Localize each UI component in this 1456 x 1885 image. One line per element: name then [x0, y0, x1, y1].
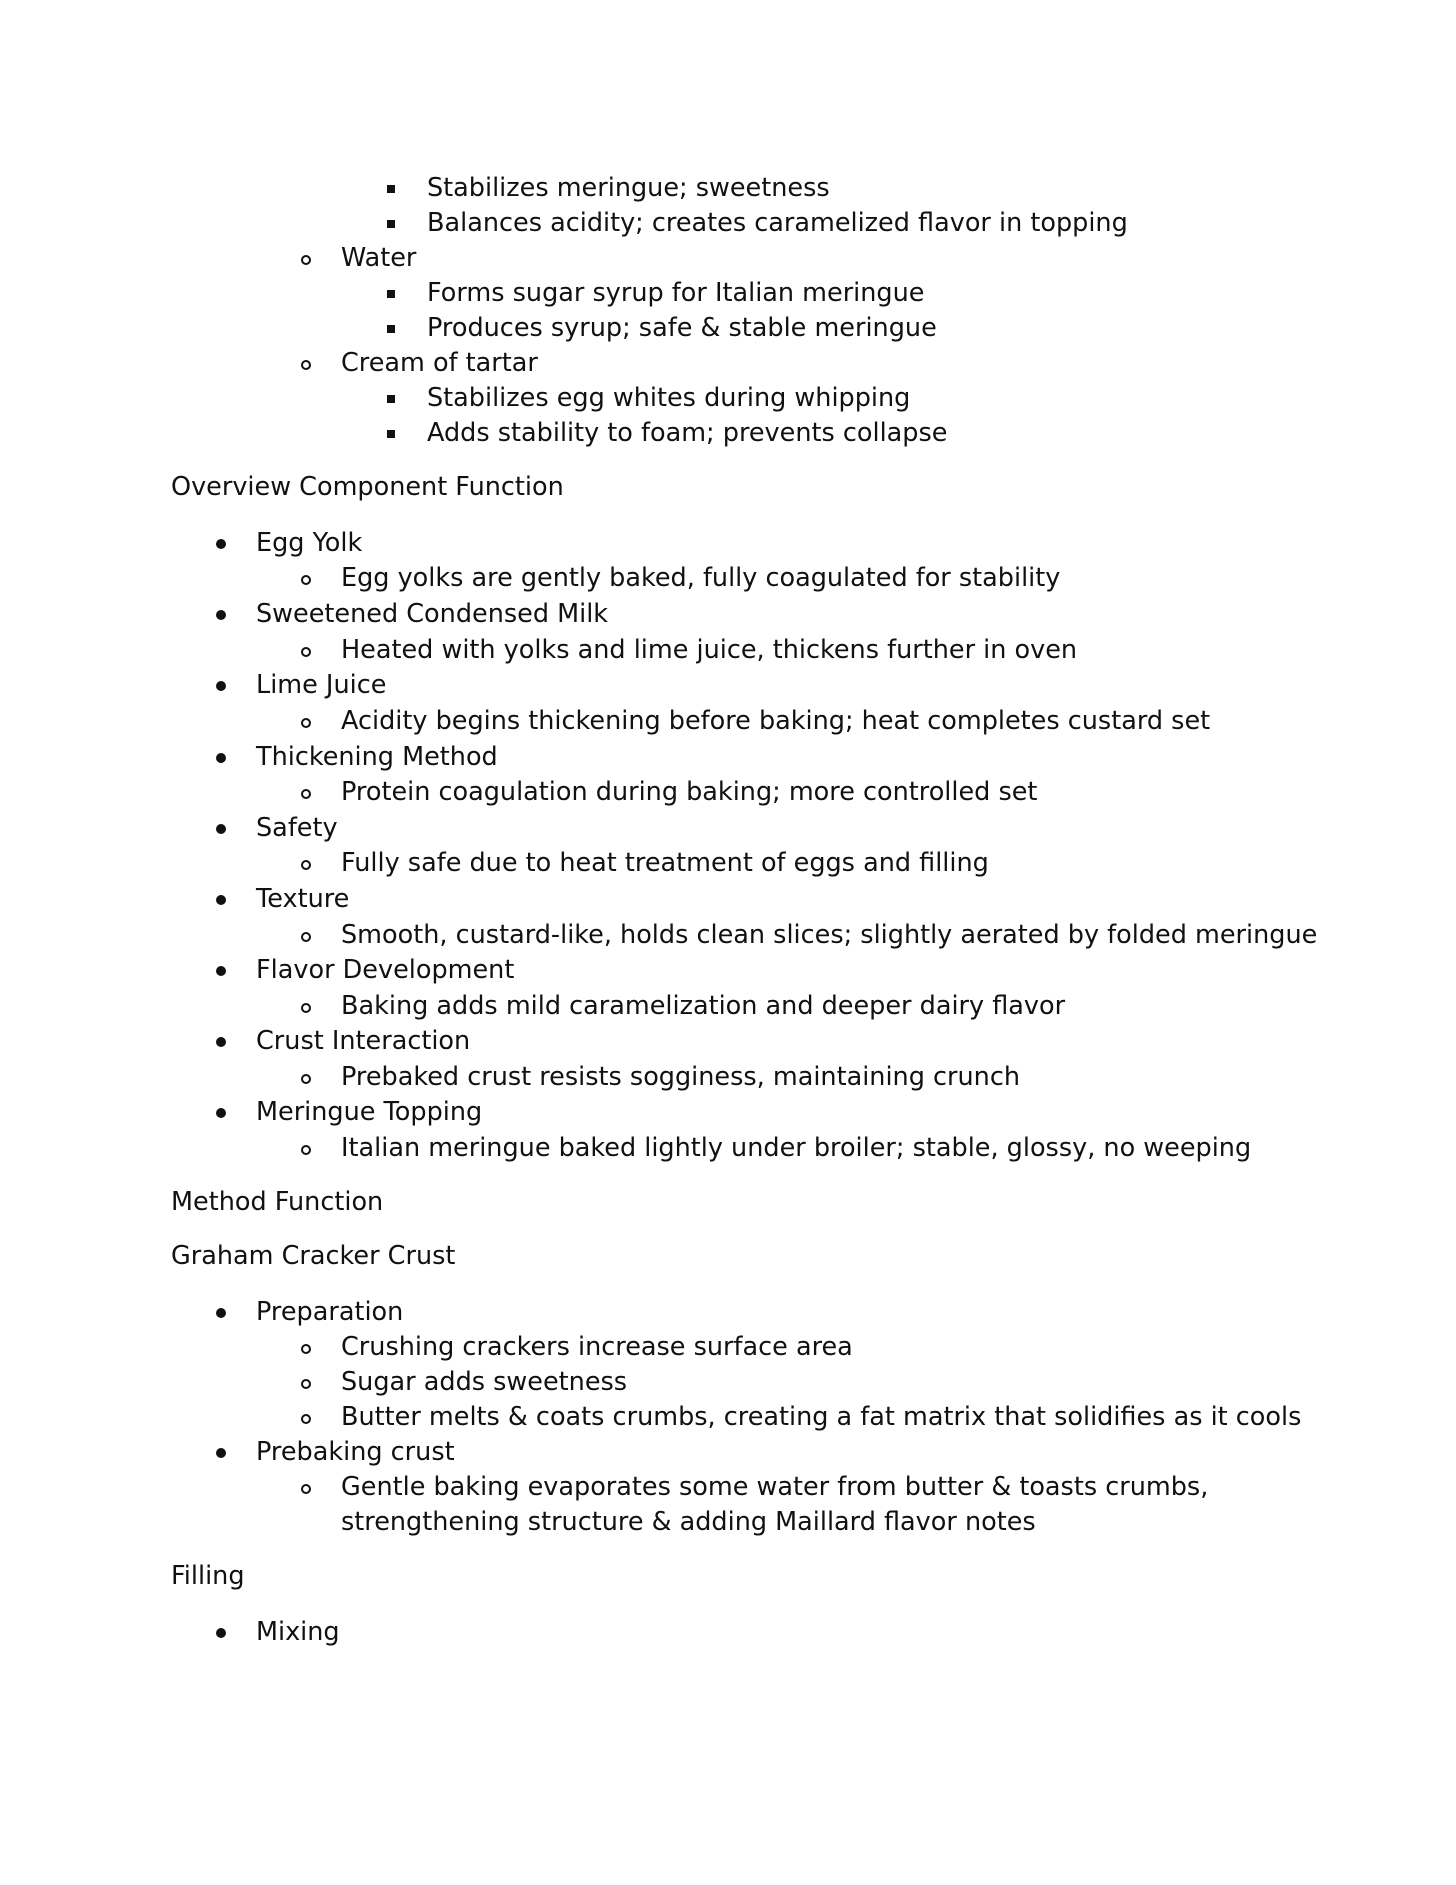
bullet-dot-icon — [216, 1628, 226, 1638]
list-item: Prebaking crust — [256, 1435, 455, 1470]
bullet-dot-icon — [216, 895, 226, 905]
list-item: Egg Yolk — [256, 526, 362, 561]
circle-bullet-icon — [301, 1003, 311, 1013]
circle-bullet-icon — [301, 789, 311, 799]
list-item-detail: Crushing crackers increase surface area — [341, 1330, 853, 1365]
list-item: Forms sugar syrup for Italian meringue — [427, 276, 924, 311]
list-item-detail: Gentle baking evaporates some water from butter & toasts crumbs, — [341, 1470, 1208, 1505]
list-item: Meringue Topping — [256, 1095, 482, 1130]
bullet-dot-icon — [216, 824, 226, 834]
circle-bullet-icon — [301, 1074, 311, 1084]
circle-bullet-icon — [301, 932, 311, 942]
list-item-detail: Butter melts & coats crumbs, creating a fat matrix that solidifies as it cools — [341, 1400, 1301, 1435]
list-item: Balances acidity; creates caramelized flavor in topping — [427, 206, 1128, 241]
list-item: Cream of tartar — [341, 346, 538, 381]
square-bullet-icon — [387, 185, 395, 193]
square-bullet-icon — [387, 325, 395, 333]
bullet-dot-icon — [216, 966, 226, 976]
square-bullet-icon — [387, 430, 395, 438]
circle-bullet-icon — [301, 1484, 311, 1494]
list-item-detail: Smooth, custard-like, holds clean slices; slightly aerated by folded meringue — [341, 918, 1317, 953]
bullet-dot-icon — [216, 1037, 226, 1047]
filling-heading: Filling — [171, 1561, 245, 1591]
list-item: Preparation — [256, 1295, 403, 1330]
square-bullet-icon — [387, 290, 395, 298]
circle-bullet-icon — [301, 575, 311, 585]
circle-bullet-icon — [301, 1414, 311, 1424]
list-item: Lime Juice — [256, 668, 386, 703]
list-item-detail-continuation: strengthening structure & adding Maillard flavor notes — [341, 1507, 1036, 1537]
bullet-dot-icon — [216, 1448, 226, 1458]
overview-heading: Overview Component Function — [171, 472, 564, 502]
list-item-detail: Italian meringue baked lightly under broiler; stable, glossy, no weeping — [341, 1131, 1251, 1166]
list-item-detail: Prebaked crust resists sogginess, maintaining crunch — [341, 1060, 1020, 1095]
list-item-detail: Protein coagulation during baking; more controlled set — [341, 775, 1037, 810]
list-item: Mixing — [256, 1615, 340, 1650]
list-item: Crust Interaction — [256, 1024, 470, 1059]
bullet-dot-icon — [216, 753, 226, 763]
list-item-detail: Fully safe due to heat treatment of eggs and filling — [341, 846, 989, 881]
list-item: Sweetened Condensed Milk — [256, 597, 608, 632]
crust-heading: Graham Cracker Crust — [171, 1241, 456, 1271]
list-item: Texture — [256, 882, 349, 917]
circle-bullet-icon — [301, 1344, 311, 1354]
list-item: Adds stability to foam; prevents collapse — [427, 416, 947, 451]
circle-bullet-icon — [301, 860, 311, 870]
list-item-detail: Egg yolks are gently baked, fully coagulated for stability — [341, 561, 1060, 596]
list-item: Stabilizes meringue; sweetness — [427, 171, 830, 206]
circle-bullet-icon — [301, 647, 311, 657]
circle-bullet-icon — [301, 718, 311, 728]
circle-bullet-icon — [301, 255, 311, 265]
list-item: Stabilizes egg whites during whipping — [427, 381, 910, 416]
list-item: Thickening Method — [256, 740, 498, 775]
list-item: Flavor Development — [256, 953, 514, 988]
bullet-dot-icon — [216, 1108, 226, 1118]
bullet-dot-icon — [216, 539, 226, 549]
bullet-dot-icon — [216, 681, 226, 691]
bullet-dot-icon — [216, 610, 226, 620]
circle-bullet-icon — [301, 1145, 311, 1155]
circle-bullet-icon — [301, 360, 311, 370]
list-item: Water — [341, 241, 416, 276]
list-item: Produces syrup; safe & stable meringue — [427, 311, 937, 346]
list-item-detail: Heated with yolks and lime juice, thickens further in oven — [341, 633, 1077, 668]
square-bullet-icon — [387, 220, 395, 228]
list-item-detail: Baking adds mild caramelization and deeper dairy flavor — [341, 989, 1065, 1024]
square-bullet-icon — [387, 395, 395, 403]
list-item: Safety — [256, 811, 338, 846]
list-item-detail: Acidity begins thickening before baking; heat completes custard set — [341, 704, 1210, 739]
method-heading: Method Function — [171, 1187, 384, 1217]
list-item-detail: Sugar adds sweetness — [341, 1365, 627, 1400]
circle-bullet-icon — [301, 1379, 311, 1389]
bullet-dot-icon — [216, 1308, 226, 1318]
